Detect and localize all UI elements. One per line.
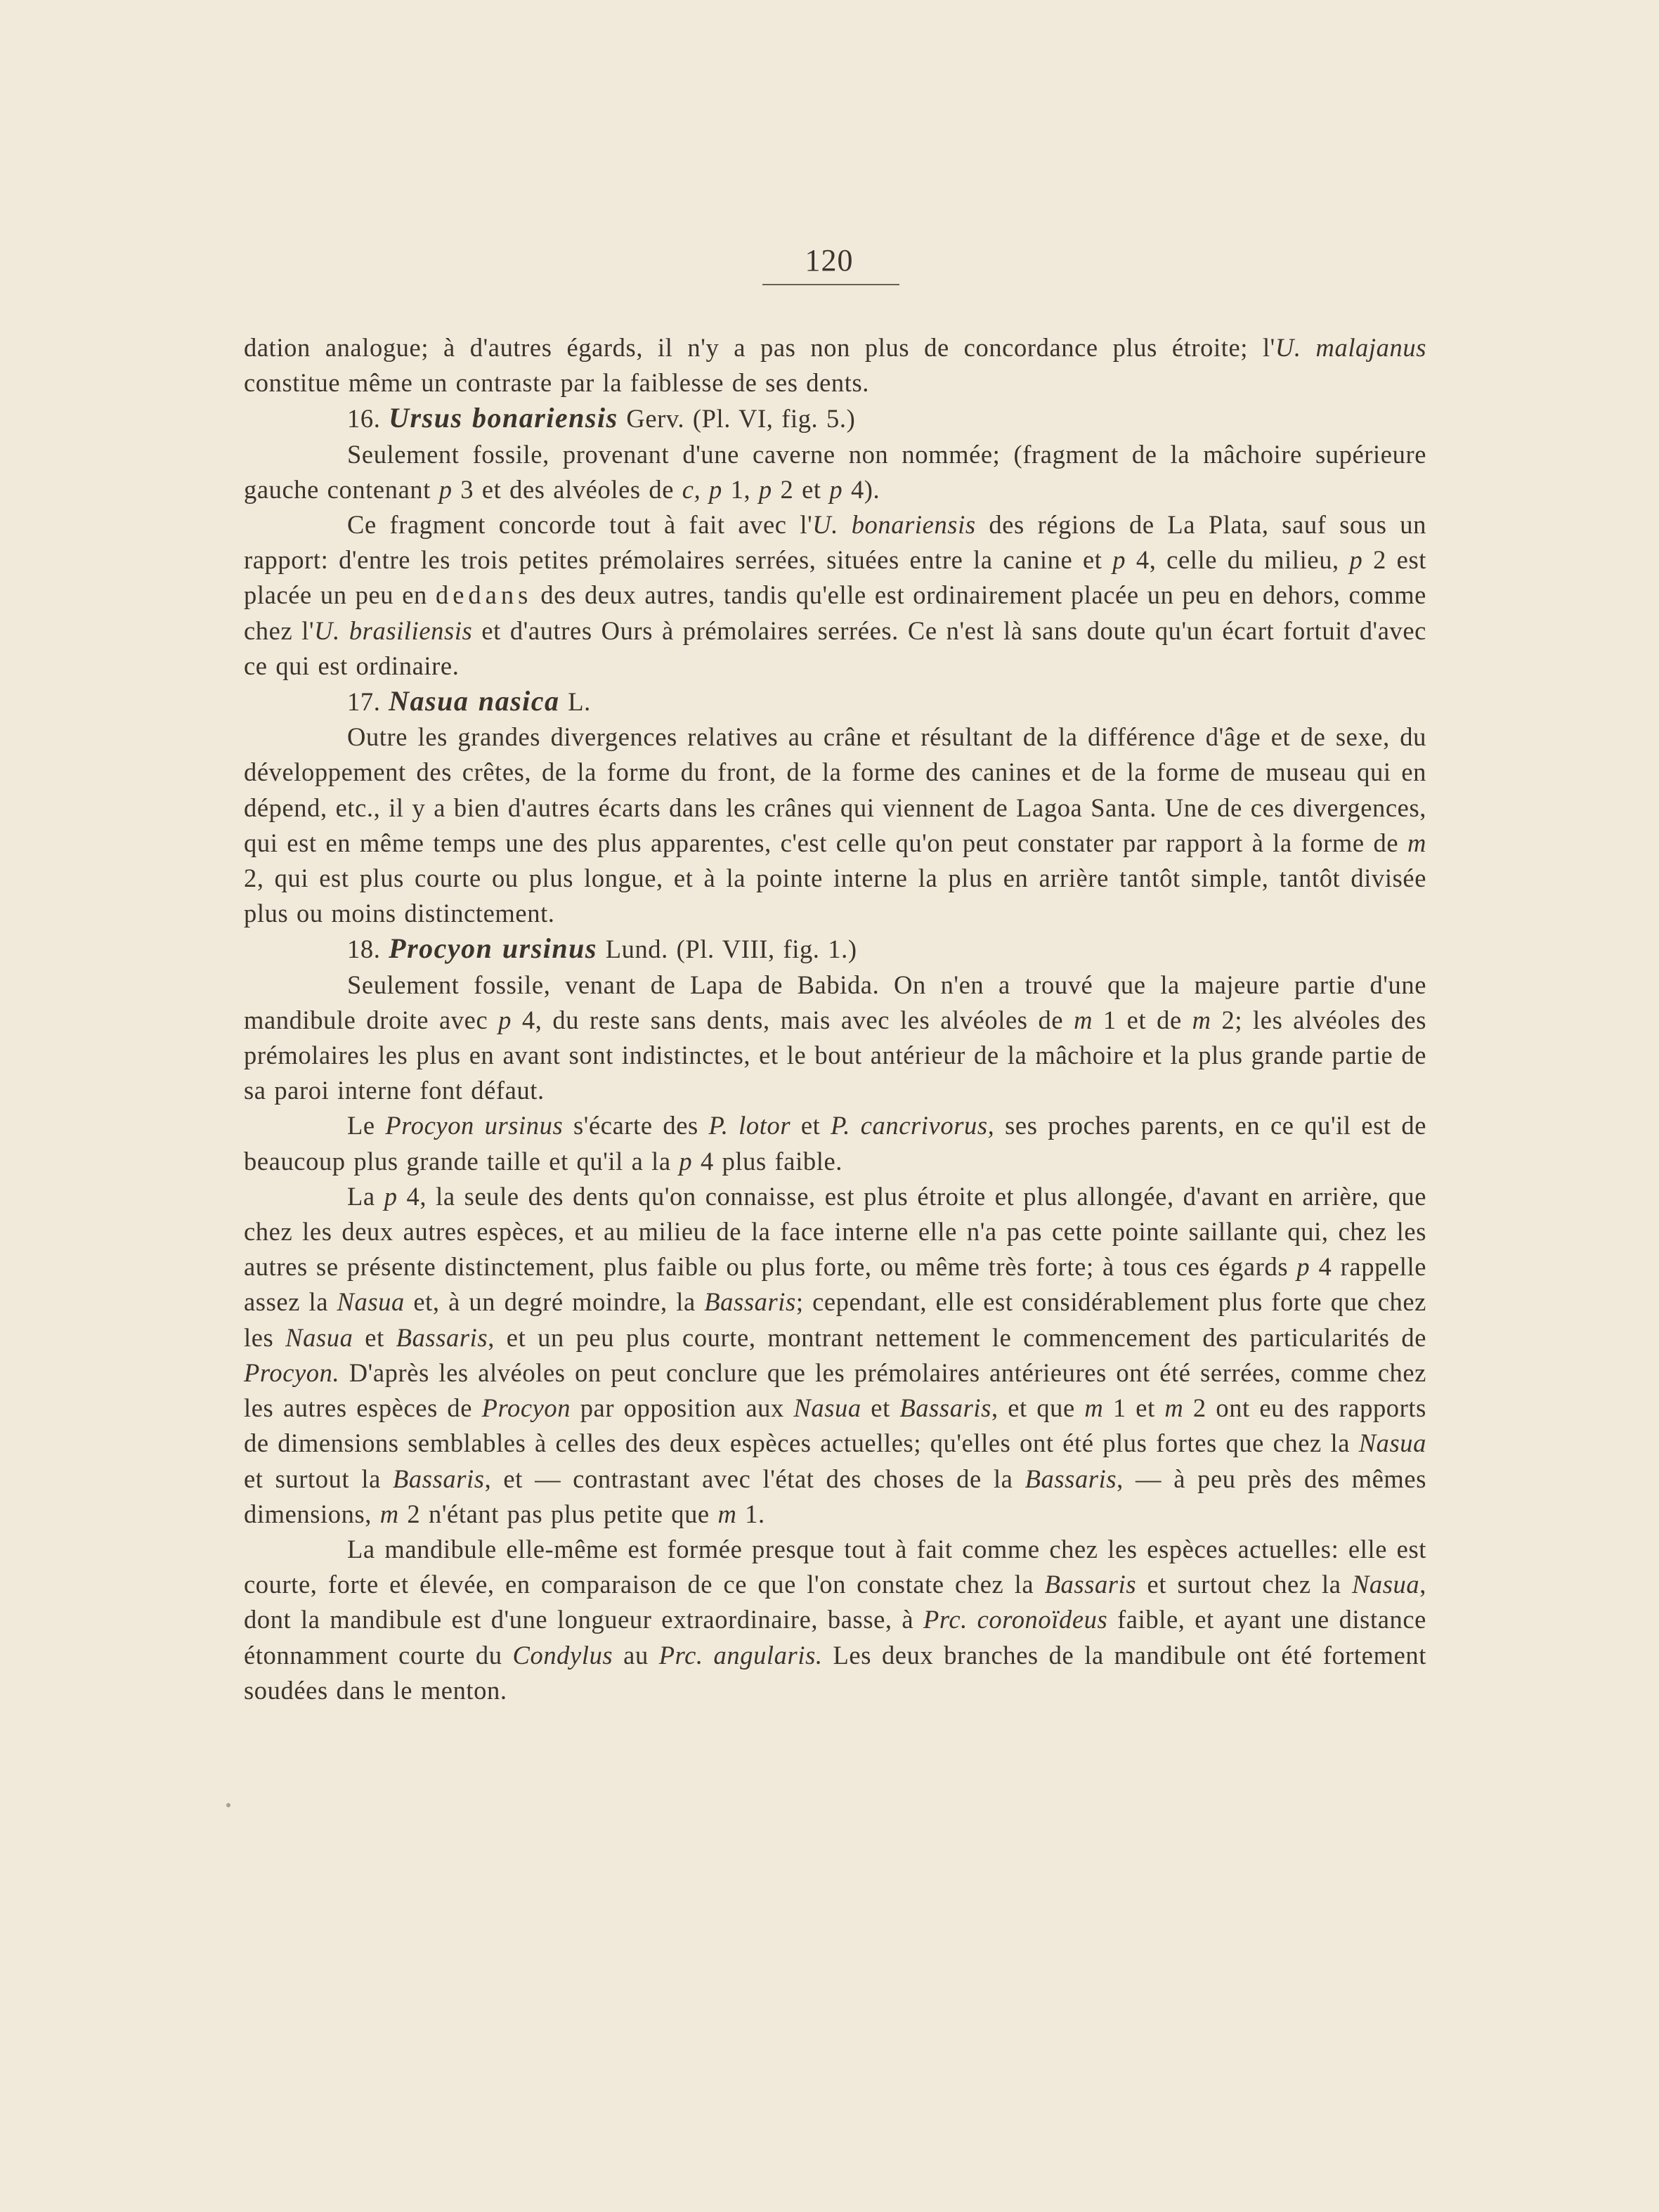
text-run: au	[613, 1640, 659, 1670]
genus-name: Bassaris	[899, 1393, 991, 1423]
text-run: , dont la mandibule est d'une longueur extraordinaire, basse, à	[244, 1570, 1426, 1634]
emphasized-word: dedans	[435, 580, 533, 610]
text-run: et	[353, 1322, 396, 1352]
text-run: 3 et des alvéoles de	[452, 474, 682, 504]
genus-name: Bassaris	[393, 1464, 485, 1493]
genus-name: Procyon	[481, 1393, 571, 1423]
tooth-symbol: m	[1074, 1005, 1093, 1034]
text-run: D'après les alvéoles on peut conclure que les prémolaires antérieures ont été serrées, comme chez les autres espèces de	[244, 1358, 1426, 1423]
text-run: des deux autres, tandis qu'elle est ordinairement placée un peu en dehors, comme chez l'	[244, 580, 1426, 645]
tooth-symbol: m	[1164, 1393, 1184, 1423]
text-run: 4, celle du milieu,	[1126, 545, 1350, 575]
tooth-symbol: p	[1112, 545, 1126, 575]
genus-name: Nasua	[1351, 1570, 1420, 1599]
text-run: Ce fragment concorde tout à fait avec l'	[347, 510, 813, 540]
genus-name: Nasua	[337, 1287, 405, 1317]
genus-name: Nasua	[1358, 1429, 1426, 1458]
genus-name: Nasua	[793, 1393, 861, 1423]
section-number: 17.	[347, 687, 381, 717]
text-run: ses proches parents, en ce qu'il est de beaucoup plus grande taille et qu'il a la	[244, 1111, 1427, 1176]
text-run: 2; les alvéoles des prémolaires les plus en avant sont indistinctes, et le bout antérieur de la mâchoire et la plus grande partie de sa paroi interne font défaut.	[244, 1005, 1427, 1105]
text-run: 4, du reste sans dents, mais avec les alvéoles de	[512, 1005, 1074, 1034]
text-run: 2 n'étant pas plus petite que	[398, 1499, 718, 1528]
tooth-symbol: p	[758, 474, 772, 504]
species-name: U. malajanus	[1275, 333, 1426, 362]
paragraph-1	[244, 330, 1426, 401]
text-run: Outre les grandes divergences relatives au crâne et résultant de la différence d'âge et de sexe, du développement des crêtes, de la forme du front, de la forme des canines et de la forme de museau qui en dépend, etc., il y a bien d'autres écarts dans les crânes qui viennent de Lagoa Santa. Une de ces divergences, qui est en même temps une des plus apparentes, c'est celle qu'on peut constater par rapport à la forme de	[244, 722, 1426, 857]
genus-name: Bassaris	[396, 1322, 488, 1352]
text-run: , et un peu plus courte, montrant nettement le commencement des particularités de	[488, 1322, 1426, 1352]
genus-name: Nasua	[285, 1322, 353, 1352]
section-heading-16	[244, 401, 1426, 436]
species-name: P. lotor	[708, 1111, 791, 1140]
species-name: U. bonariensis	[812, 510, 976, 540]
tooth-symbol: p	[679, 1146, 693, 1176]
paragraph-6	[244, 720, 1426, 931]
tooth-symbol: p	[438, 474, 453, 504]
section-number: 18.	[347, 935, 381, 964]
section-reference: L.	[559, 687, 591, 717]
section-reference: Lund. (Pl. VIII, fig. 1.)	[597, 935, 857, 964]
genus-name: Bassaris	[1024, 1464, 1117, 1493]
paragraph-8	[244, 968, 1426, 1109]
text-run: 1 et de	[1093, 1005, 1192, 1034]
text-run: et, à un degré moindre, la	[404, 1287, 705, 1317]
paragraph-9	[244, 1108, 1426, 1178]
tooth-symbol: p	[384, 1181, 398, 1211]
text-run: 2 ont eu des rapports de dimensions semblables à celles des deux espèces actuelles; qu'elles ont été plus fortes que chez la	[244, 1393, 1426, 1458]
section-species-name: Procyon ursinus	[389, 932, 597, 965]
section-number: 16.	[347, 404, 381, 434]
anatomical-term: Prc. angularis.	[658, 1640, 823, 1670]
tooth-symbol: p	[1349, 545, 1363, 575]
text-run: 1 et	[1103, 1393, 1165, 1423]
tooth-symbol: m	[379, 1499, 399, 1528]
text-run: 1.	[736, 1499, 765, 1528]
text-run: faible, et ayant une distance étonnamment courte du	[244, 1605, 1426, 1670]
tooth-symbol: p	[829, 474, 843, 504]
text-run: ; cependant, elle est considérablement plus forte que chez les	[244, 1287, 1426, 1352]
text-run: La mandibule elle-même est formée presque tout à fait comme chez les espèces actuelles: elle est courte, forte et élevée, en comparaison de ce que l'on constate chez la	[244, 1534, 1426, 1599]
text-run: 2 et	[772, 474, 830, 504]
tooth-symbol: m	[1192, 1005, 1211, 1034]
species-name: Procyon ursinus	[385, 1111, 564, 1140]
section-species-name: Nasua nasica	[389, 685, 560, 717]
species-name: U. brasiliensis	[314, 616, 473, 645]
text-run: et d'autres Ours à prémolaires serrées. Ce n'est là sans doute qu'un écart fortuit d'avec ce qui est ordinaire.	[244, 616, 1426, 680]
paragraph-10	[244, 1179, 1426, 1532]
paragraph-11	[244, 1532, 1426, 1708]
tooth-symbol: m	[717, 1499, 737, 1528]
text-run: 4 rappelle assez la	[244, 1252, 1426, 1317]
text-run: des régions de La Plata, sauf sous un rapport: d'entre les trois petites prémolaires serrées, situées entre la canine et	[244, 510, 1427, 575]
text-run: Seulement fossile, provenant d'une caverne non nommée; (fragment de la mâchoire supérieure gauche contenant	[244, 439, 1426, 504]
text-run: et	[791, 1111, 831, 1140]
text-run: , et que	[991, 1393, 1085, 1423]
species-name: P. cancrivorus,	[831, 1111, 995, 1140]
text-run: et	[861, 1393, 900, 1423]
section-heading-17	[244, 684, 1426, 720]
text-run: Les deux branches de la mandibule ont été fortement soudées dans le menton.	[244, 1640, 1426, 1705]
text-run: Le	[347, 1111, 386, 1140]
text-run: 4, la seule des dents qu'on connaisse, est plus étroite et plus allongée, d'avant en arrière, que chez les deux autres espèces, et au milieu de la face interne elle n'a pas cette pointe saillante qui, chez les autres se présente distinctement, plus faible ou plus forte, ou même très forte; à tous ces égards	[244, 1181, 1427, 1282]
page-number-rule	[762, 284, 899, 285]
anatomical-term: Condylus	[512, 1640, 613, 1670]
section-species-name: Ursus bonariensis	[389, 402, 618, 434]
text-run: , — à peu près des mêmes dimensions,	[244, 1464, 1426, 1528]
tooth-symbol: m	[1084, 1393, 1104, 1423]
text-run: s'écarte des	[563, 1111, 709, 1140]
text-run: La	[347, 1181, 384, 1211]
text-run: 4).	[842, 474, 880, 504]
anatomical-term: Prc. coronoïdeus	[923, 1605, 1108, 1634]
text-run: 4 plus faible.	[692, 1146, 842, 1176]
text-run: par opposition aux	[571, 1393, 794, 1423]
genus-name: Procyon.	[244, 1358, 340, 1387]
text-run: Seulement fossile, venant de Lapa de Babida. On n'en a trouvé que la majeure partie d'une mandibule droite avec	[244, 970, 1426, 1034]
paragraph-4	[244, 507, 1426, 684]
section-heading-18	[244, 931, 1426, 967]
margin-speck	[226, 1803, 230, 1807]
text-run: 1,	[722, 474, 759, 504]
paragraph-3	[244, 437, 1426, 507]
text-run: , et — contrastant avec l'état des choses de la	[484, 1464, 1025, 1493]
page-number: 120	[805, 243, 854, 278]
text-run: 2, qui est plus courte ou plus longue, et à la pointe interne la plus en arrière tantôt simple, tantôt divisée plus ou moins distinctement.	[244, 864, 1426, 928]
tooth-symbol: m	[1407, 828, 1426, 857]
text-run: 2 est placée un peu en	[244, 545, 1427, 610]
text-run: et surtout la	[244, 1464, 393, 1493]
section-reference: Gerv. (Pl. VI, fig. 5.)	[618, 404, 856, 434]
text-run: constitue même un contraste par la faiblesse de ses dents.	[244, 368, 870, 398]
tooth-symbol: p	[498, 1005, 512, 1034]
text-run: dation analogue; à d'autres égards, il n'y a pas non plus de concordance plus étroite; l'	[244, 333, 1275, 362]
text-run: et surtout chez la	[1136, 1570, 1352, 1599]
genus-name: Bassaris	[704, 1287, 796, 1317]
body-text	[244, 330, 1426, 1708]
genus-name: Bassaris	[1044, 1570, 1137, 1599]
tooth-symbol: p	[1296, 1252, 1310, 1282]
tooth-symbol: c, p	[682, 474, 722, 504]
